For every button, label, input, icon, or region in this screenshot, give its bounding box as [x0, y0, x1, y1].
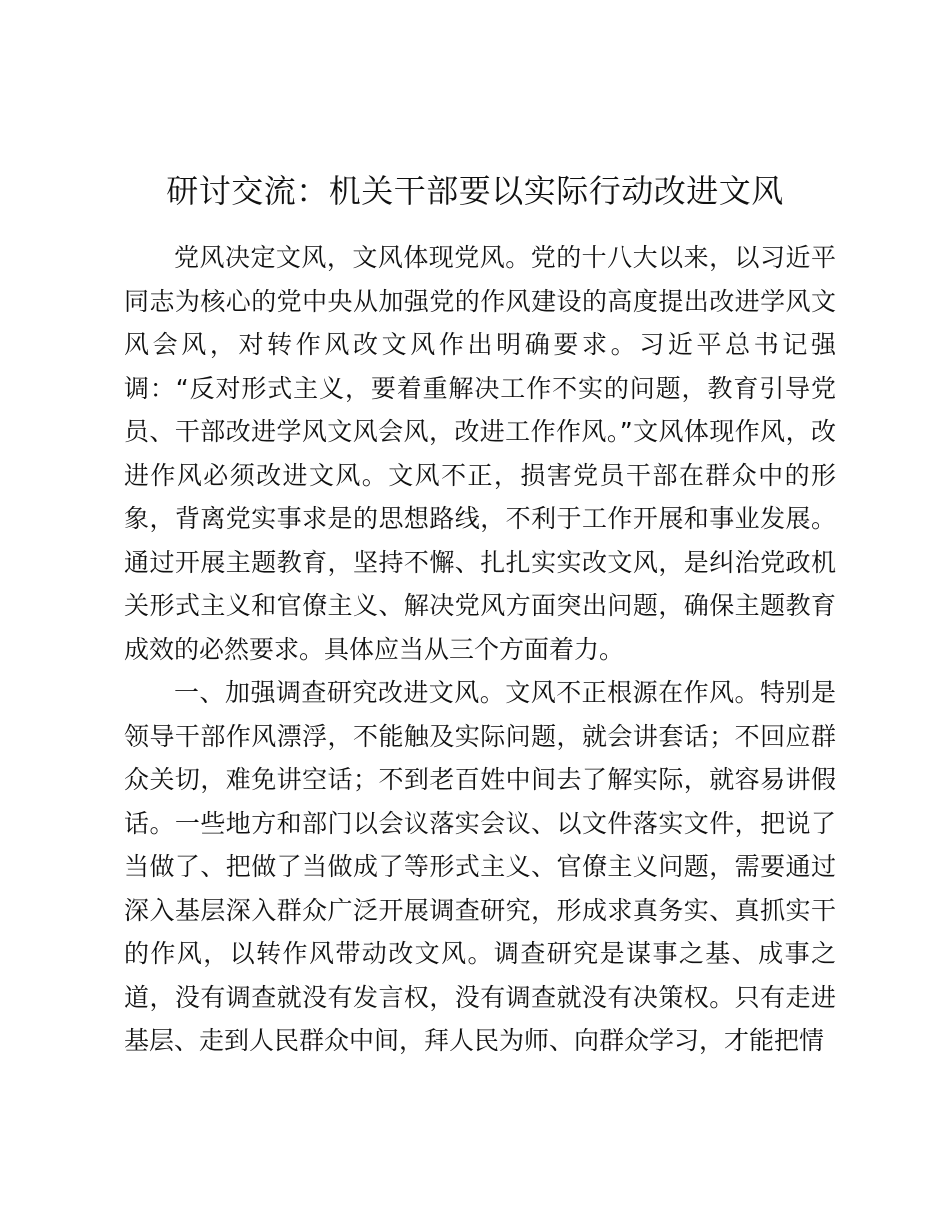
- document-title: 研讨交流：机关干部要以实际行动改进文风: [166, 172, 784, 210]
- paragraph-intro: 党风决定文风，文风体现党风。党的十八大以来，以习近平同志为核心的党中央从加强党的作风建设的高度提出改进学风文风会风，对转作风改文风作出明确要求。习近平总书记强调：“反对形式主义，要着重解决工作不实的问题，教育引导党员、干部改进学风文风会风，改进工作作风。”文风体现作风，改进作风必须改进文风。文风不正，损害党员干部在群众中的形象，背离党实事求是的思想路线，不利于工作开展和事业发展。通过开展主题教育，坚持不懈、扎扎实实改文风，是纠治党政机关形式主义和官僚主义、解决党风方面突出问题，确保主题教育成效的必然要求。具体应当从三个方面着力。: [124, 243, 836, 664]
- paragraph-section-one: 一、加强调查研究改进文风。文风不正根源在作风。特别是领导干部作风漂浮，不能触及实际问题，就会讲套话；不回应群众关切，难免讲空话；不到老百姓中间去了解实际，就容易讲假话。一些地方和部门以会议落实会议、以文件落实文件，把说了当做了、把做了当做成了等形式主义、官僚主义问题，需要通过深入基层深入群众广泛开展调查研究，形成求真务实、真抓实干的作风，以转作风带动改文风。调查研究是谋事之基、成事之道，没有调查就没有发言权，没有调查就没有决策权。只有走进基层、走到人民群众中间，拜人民为师、向群众学习，才能把情: [124, 678, 836, 1055]
- document-body: [124, 236, 836, 1063]
